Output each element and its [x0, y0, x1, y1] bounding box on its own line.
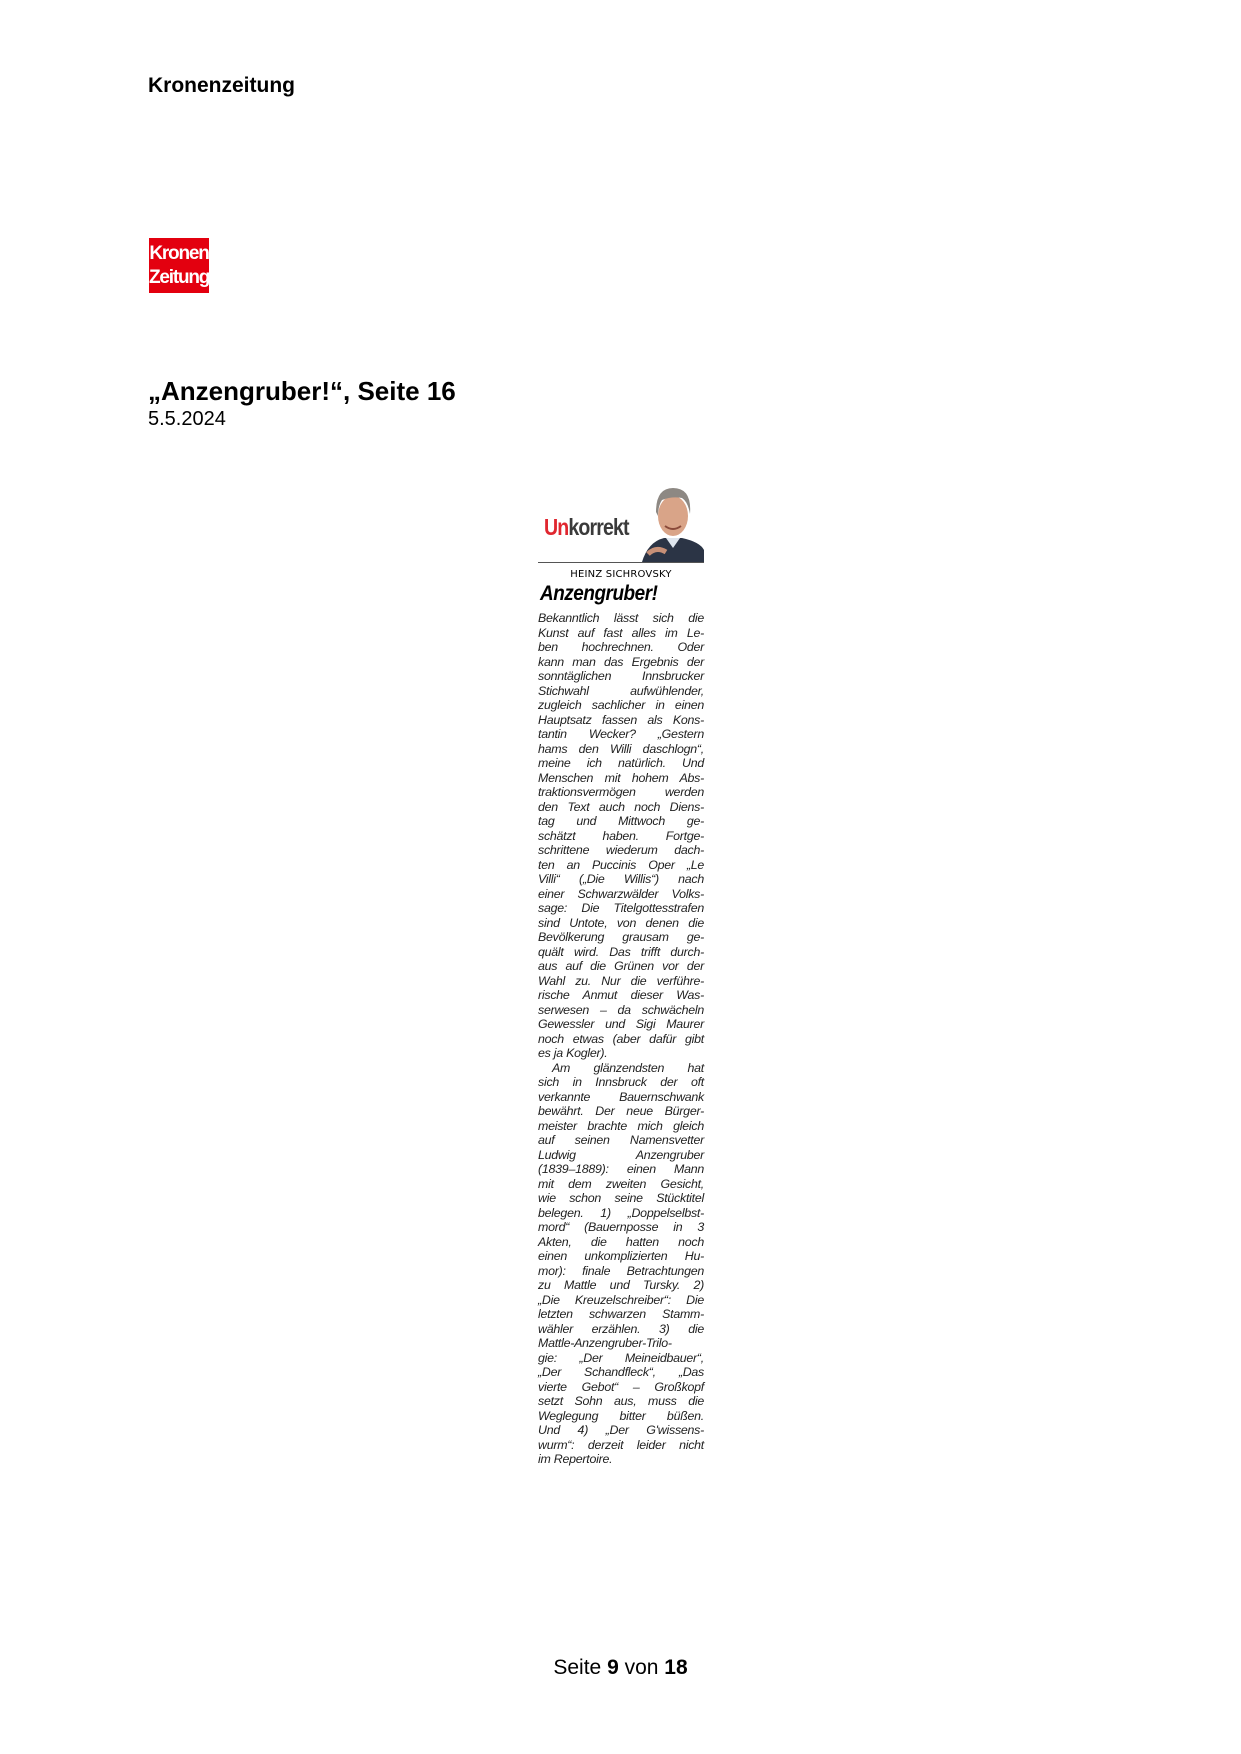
article-line: vierte Gebot“ – Großkopf [538, 1379, 704, 1394]
article-line: schätzt haben. Fortge- [538, 828, 704, 843]
article-line: tag und Mittwoch ge- [538, 814, 704, 828]
article-line: bewährt. Der neue Bürger- [538, 1104, 704, 1118]
article-line: wie schon seine Stücktitel [538, 1191, 704, 1205]
footer-middle: von [624, 1656, 659, 1679]
article-line: wähler erzählen. 3) die [538, 1321, 704, 1336]
article-line: einer Schwarzwälder Volks- [538, 886, 704, 901]
article-date: 5.5.2024 [148, 408, 226, 430]
article-line: meister brachte mich gleich [538, 1118, 704, 1133]
kicker-red: Un [544, 514, 569, 540]
logo-line-1: Kronen [149, 242, 209, 264]
logo-line-2: Zeitung [149, 266, 210, 288]
article-line: zugleich sachlicher in einen [538, 698, 704, 712]
article-line: Menschen mit hohem Abs- [538, 770, 704, 785]
article-line: kann man das Ergebnis der [538, 654, 704, 669]
article-line: Bevölkerung grausam ge- [538, 930, 704, 944]
article-line: Ludwig Anzengruber [538, 1147, 704, 1162]
article-line: serwesen – da schwächeln [538, 1002, 704, 1017]
publication-name: Kronenzeitung [148, 74, 295, 97]
footer-page-number: 9 [607, 1656, 619, 1679]
article-line: rische Anmut dieser Was- [538, 988, 704, 1002]
article-line: Mattle-Anzengruber-Trilo- [538, 1336, 672, 1350]
article-line: „Die Kreuzelschreiber“: Die [538, 1292, 704, 1307]
kronen-zeitung-logo [149, 238, 209, 293]
article-line: den Text auch noch Diens- [538, 799, 704, 814]
article-line: schrittene wiederum dach- [538, 843, 704, 857]
article-headline: Anzengruber! [540, 582, 658, 605]
article-line: „Der Schandfleck“, „Das [538, 1365, 704, 1379]
article-line: Am glänzendsten hat [552, 1060, 704, 1075]
article-line: setzt Sohn aus, muss die [538, 1394, 704, 1408]
article-line: Und 4) „Der G'wissens- [538, 1423, 704, 1437]
article-line: quält wird. Das trifft durch- [538, 944, 704, 959]
article-line: traktionsvermögen werden [538, 785, 704, 799]
article-line: Hauptsatz fassen als Kons- [538, 712, 704, 727]
article-line: (1839–1889): einen Mann [538, 1162, 704, 1176]
column-header [538, 474, 704, 563]
kicker-rest: korrekt [568, 514, 629, 540]
article-line: sonntäglichen Innsbrucker [538, 669, 704, 683]
article-line: einen unkomplizierten Hu- [538, 1249, 704, 1263]
article-line: Bekanntlich lässt sich die [538, 611, 704, 625]
article-title: „Anzengruber!“, Seite 16 [148, 376, 456, 406]
article-line: mord“ (Bauernposse in 3 [538, 1220, 704, 1234]
article-line: Wahl zu. Nur die verführe- [538, 973, 704, 988]
article-line: letzten schwarzen Stamm- [538, 1307, 704, 1321]
article-line: aus auf die Grünen vor der [538, 959, 704, 973]
article-line: sage: Die Titelgottesstrafen [538, 901, 704, 915]
article-clipping [538, 474, 704, 1467]
article-line: zu Mattle und Tursky. 2) [538, 1278, 704, 1292]
article-line: auf seinen Namensvetter [538, 1133, 704, 1147]
article-line: es ja Kogler). [538, 1046, 608, 1060]
article-body [538, 611, 704, 1467]
article-line: sind Untote, von denen die [538, 915, 704, 930]
footer-total-pages: 18 [664, 1656, 688, 1679]
article-line: Villi“ („Die Willis“) nach [538, 872, 704, 886]
page-footer [0, 1656, 1241, 1680]
article-line: gie: „Der Meineidbauer“, [538, 1350, 704, 1365]
article-line: noch etwas (aber dafür gibt [538, 1031, 704, 1046]
author-photo [642, 476, 704, 562]
article-line: mit dem zweiten Gesicht, [538, 1176, 704, 1191]
article-line: ben hochrechnen. Oder [538, 640, 704, 654]
article-line: im Repertoire. [538, 1452, 613, 1466]
article-line: mor): finale Betrachtungen [538, 1263, 704, 1278]
article-line: Akten, die hatten noch [538, 1234, 704, 1249]
column-kicker [544, 514, 629, 541]
footer-prefix: Seite [553, 1656, 602, 1679]
article-line: Kunst auf fast alles im Le- [538, 625, 704, 640]
article-line: hams den Willi daschlogn“, [538, 741, 704, 756]
article-line: Gewessler und Sigi Maurer [538, 1017, 704, 1031]
article-line: belegen. 1) „Doppelselbst- [538, 1205, 704, 1220]
article-line: sich in Innsbruck der oft [538, 1075, 704, 1089]
article-line: tantin Wecker? „Gestern [538, 727, 704, 741]
author-name: HEINZ SICHROVSKY [570, 569, 672, 580]
article-line: ten an Puccinis Oper „Le [538, 857, 704, 872]
article-line: Weglegung bitter büßen. [538, 1408, 704, 1423]
article-line: meine ich natürlich. Und [538, 756, 704, 770]
article-line: wurm“: derzeit leider nicht [538, 1437, 704, 1452]
article-line: Stichwahl aufwühlender, [538, 683, 704, 698]
article-line: verkannte Bauernschwank [538, 1089, 704, 1104]
